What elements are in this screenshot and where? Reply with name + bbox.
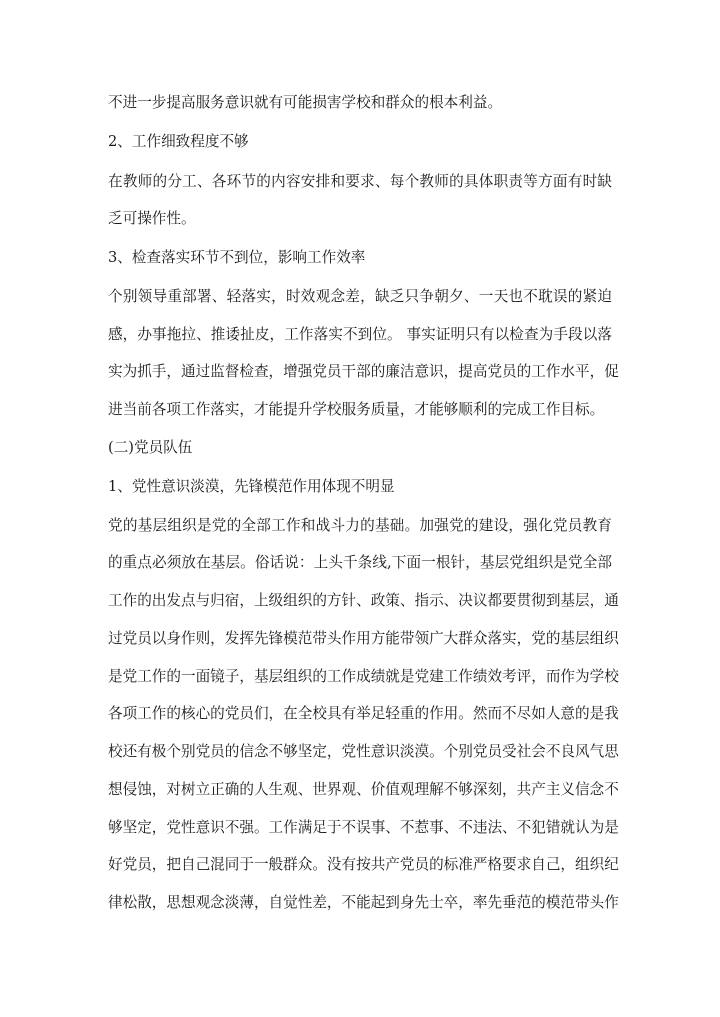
text-line: 在教师的分工、各环节的内容安排和要求、每个教师的具体职责等方面有时缺 (108, 173, 612, 190)
text-line: 律松散，思想观念淡薄，自觉性差，不能起到身先士卒，率先垂范的模范带头作 (108, 894, 619, 911)
text-line: 过党员以身作则，发挥先锋模范带头作用方能带领广大群众落实，党的基层组织 (108, 630, 619, 647)
text-line: 想侵蚀，对树立正确的人生观、世界观、价值观理解不够深刻，共产主义信念不 (108, 781, 619, 798)
section-heading: 1、党性意识淡漠，先锋模范作用体现不明显 (108, 478, 395, 495)
section-heading: (二)党员队伍 (108, 439, 193, 456)
text-line: 乏可操作性。 (108, 210, 196, 227)
section-heading: 3、检查落实环节不到位，影响工作效率 (108, 249, 366, 266)
text-line: 校还有极个别党员的信念不够坚定，党性意识淡漠。个别党员受社会不良风气思 (108, 743, 619, 760)
text-line: 进当前各项工作落实，才能提升学校服务质量，才能够顺利的完成工作目标。 (108, 401, 605, 418)
text-line: 的重点必须放在基层。俗话说：上头千条线,下面一根针，基层党组织是党全部 (108, 554, 612, 571)
text-line: 个别领导重部署、轻落实，时效观念差，缺乏只争朝夕、一天也不耽误的紧迫 (108, 288, 612, 305)
text-line: 实为抓手，通过监督检查，增强党员干部的廉洁意识，提高党员的工作水平，促 (108, 363, 619, 380)
text-line: 够坚定，党性意识不强。工作满足于不误事、不惹事、不违法、不犯错就认为是 (108, 819, 619, 836)
text-line: 党的基层组织是党的全部工作和战斗力的基础。加强党的建设，强化党员教育 (108, 517, 612, 534)
text-line: 不进一步提高服务意识就有可能损害学校和群众的根本利益。 (108, 94, 503, 111)
section-heading: 2、工作细致程度不够 (108, 133, 249, 150)
text-line: 各项工作的核心的党员们，在全校具有举足轻重的作用。然而不尽如人意的是我 (108, 705, 619, 722)
text-line: 是党工作的一面镜子，基层组织的工作成绩就是党建工作绩效考评，而作为学校 (108, 668, 619, 685)
text-line: 好党员，把自己混同于一般群众。没有按共产党员的标准严格要求自己，组织纪 (108, 856, 619, 873)
text-line: 工作的出发点与归宿，上级组织的方针、政策、指示、决议都要贯彻到基层，通 (108, 592, 619, 609)
text-line: 感，办事拖拉、推诿扯皮，工作落实不到位。 事实证明只有以检查为手段以落 (108, 326, 612, 343)
